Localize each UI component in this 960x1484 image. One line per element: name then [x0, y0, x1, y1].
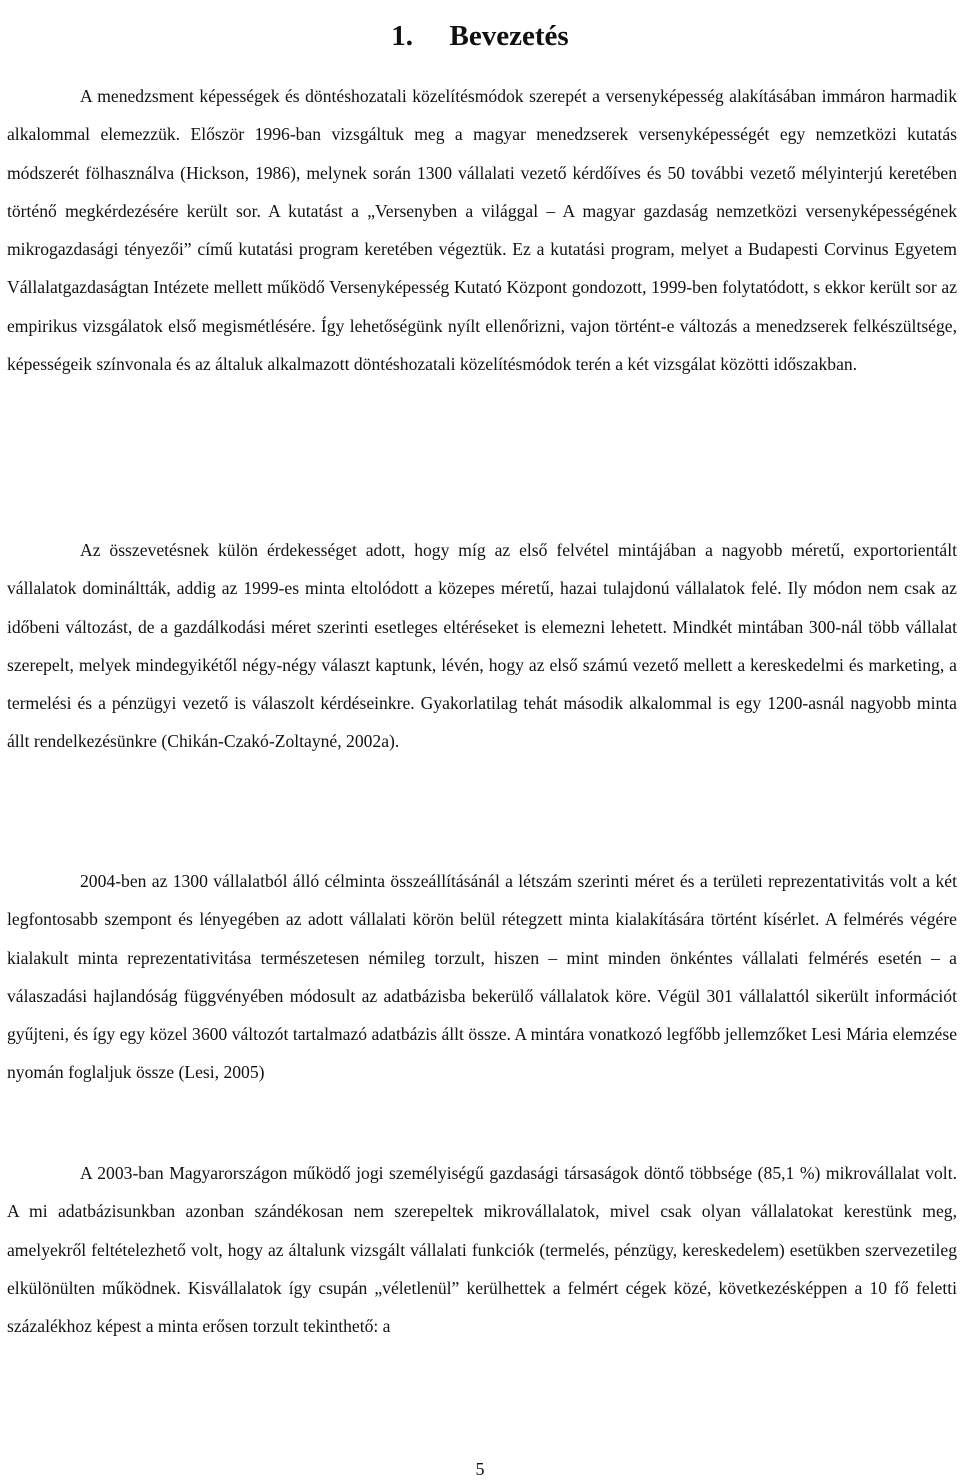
body-paragraph: Az összevetésnek külön érdekességet adott, hogy míg az első felvétel mintájában a nagyobb méretű, exportorientált vállalatok domináltták, addig az 1999-es minta eltolódott a közepes méretű, hazai tulajdonú vállalatok felé. Ily módon nem csak az időbeni változást, de a gazdálkodási méret szerinti esetleges eltéréseket is elemezni lehetett. Mindkét mintában 300-nál több vállalat szerepelt, melyek mindegyikétől négy-négy választ kaptunk, lévén, hogy az első számú vezető mellett a kereskedelmi és marketing, a termelési és a pénzügyi vezető is válaszolt kérdéseinkre. Gyakorlatilag tehát második alkalommal is egy 1200-asnál nagyobb minta állt rendelkezésünkre (Chikán-Czakó-Zoltayné, 2002a). — [7, 540, 957, 752]
section-number: 1. — [391, 20, 414, 53]
body-paragraph: A 2003-ban Magyarországon működő jogi személyiségű gazdasági társaságok döntő többsége (85,1 %) mikrovállalat volt. A mi adatbázisunkban azonban szándékosan nem szerepeltek mikrovállalatok, mivel csak olyan vállalatokat kerestünk meg, amelyekről feltételezhető volt, hogy az általunk vizsgált vállalati funkciók (termelés, pénzügy, kereskedelem) esetükben szervezetileg elkülönülten működnek. Kisvállalatok így csupán „véletlenül” kerülhettek a felmért cégek közé, következésképpen a 10 fő feletti százalékhoz képest a minta erősen torzult tekinthető: a — [7, 1163, 957, 1336]
section-heading — [0, 19, 960, 53]
body-paragraph: A menedzsment képességek és döntéshozatali közelítésmódok szerepét a versenyképesség alakításában immáron harmadik alkalommal elemezzük. Először 1996-ban vizsgáltuk meg a magyar menedzserek versenyképességét egy nemzetközi kutatás módszerét fölhasználva (Hickson, 1986), melynek során 1300 vállalati vezető kérdőíves és 50 további vezető mélyinterjú keretében történő megkérdezésére került sor. A kutatást a „Versenyben a világgal – A magyar gazdaság nemzetközi versenyképességének mikrogazdasági tényezői” című kutatási program keretében végeztük. Ez a kutatási program, melyet a Budapesti Corvinus Egyetem Vállalatgazdaságtan Intézete mellett működő Versenyképesség Kutató Központ gondozott, 1999-ben folytatódott, s ekkor került sor az empirikus vizsgálatok első megismétlésére. Így lehetőségünk nyílt ellenőrizni, vajon történt-e változás a menedzserek felkészültsége, képességeik színvonala és az általuk alkalmazott döntéshozatali közelítésmódok terén a két vizsgálat közötti időszakban. — [7, 86, 957, 374]
section-title: Bevezetés — [449, 20, 569, 53]
body-paragraph: 2004-ben az 1300 vállalatból álló célminta összeállításánál a létszám szerinti méret és a területi reprezentativitás volt a két legfontosabb szempont és lényegében az adott vállalati körön belül rétegzett minta kialakítására történt kísérlet. A felmérés végére kialakult minta reprezentativitása természetesen némileg torzult, hiszen – mint minden önkéntes vállalati felmérés esetén – a válaszadási hajlandóság függvényében módosult az adatbázisba bekerülő vállalatok köre. Végül 301 vállalattól sikerült információt gyűjteni, és így egy közel 3600 változót tartalmazó adatbázis állt össze. A mintára vonatkozó legfőbb jellemzőket Lesi Mária elemzése nyomán foglaljuk össze (Lesi, 2005) — [7, 871, 957, 1083]
page-number: 5 — [475, 1459, 485, 1479]
